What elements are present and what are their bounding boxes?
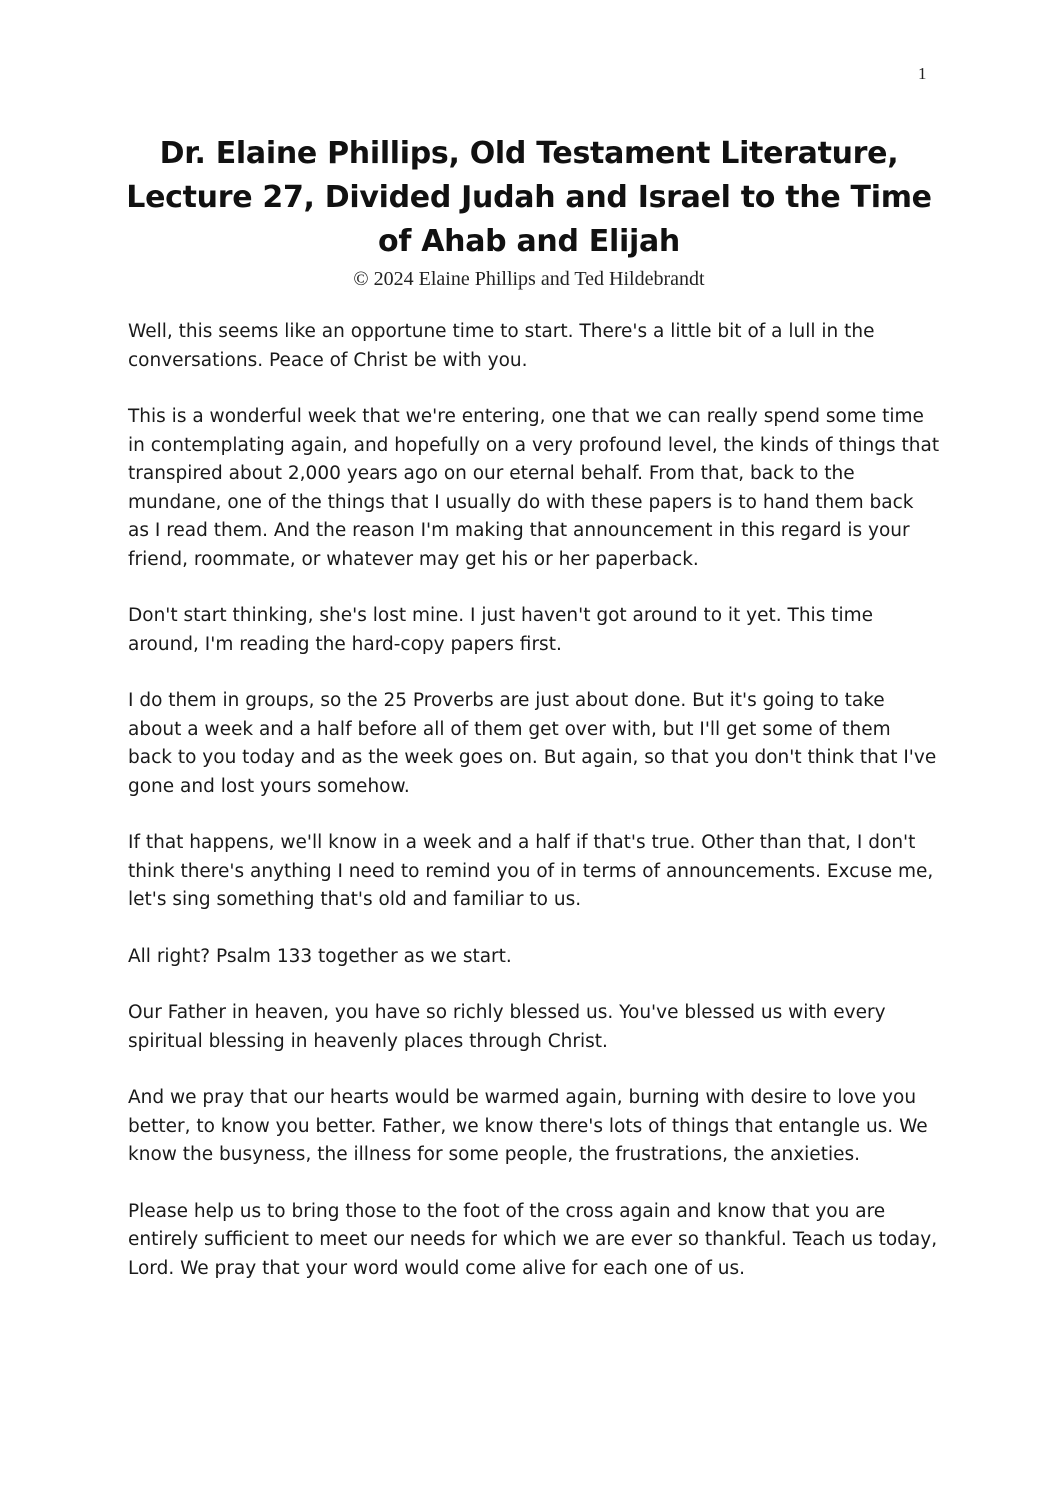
copyright-notice: © 2024 Elaine Phillips and Ted Hildebrandt [353,268,705,290]
paragraph: I do them in groups, so the 25 Proverbs are just about done. But it's going to take about a week and a half before all of them get over with, but I'll get some of them back to you today and as the week goes on. But again, so that you don't think that I've gone and lost yours somehow. [128,690,937,797]
paragraph: Don't start thinking, she's lost mine. I just haven't got around to it yet. This time around, I'm reading the hard-copy papers first. [128,605,874,655]
paragraph: Well, this seems like an opportune time to start. There's a little bit of a lull in the conversations. Peace of Christ be with you. [128,321,875,371]
document-title [100,132,958,264]
paragraph: All right? Psalm 133 together as we start. [128,945,512,967]
title-block [100,132,958,292]
transcript-body [128,318,940,1311]
paragraph: This is a wonderful week that we're entering, one that we can really spend some time in contemplating again, and hopefully on a very profound level, the kinds of things that transpired about 2,000 years ago on our eternal behalf. From that, back to the mundane, one of the things that I usually do with these papers is to hand them back as I read them. And the reason I'm making that announcement in this regard is your friend, roommate, or whatever may get his or her paperback. [128,406,940,570]
paragraph: And we pray that our hearts would be warmed again, burning with desire to love you better, to know you better. Father, we know there's lots of things that entangle us. We know the busyness, the illness for some people, the frustrations, the anxieties. [128,1087,928,1165]
paragraph: Please help us to bring those to the foot of the cross again and know that you are entirely sufficient to meet our needs for which we are ever so thankful. Teach us today, Lord. We pray that your word would come alive for each one of us. [128,1200,938,1279]
title-line-2: Lecture 27, Divided Judah and Israel to the Time [126,180,932,215]
title-line-1: Dr. Elaine Phillips, Old Testament Literature, [159,136,899,171]
paragraph: If that happens, we'll know in a week and a half if that's true. Other than that, I don't think there's anything I need to remind you of in terms of announcements. Excuse me, let's sing something that's old and familiar to us. [128,832,934,910]
title-line-3: of Ahab and Elijah [378,224,680,259]
paragraph: Our Father in heaven, you have so richly blessed us. You've blessed us with every spiritual blessing in heavenly places through Christ. [128,1002,886,1052]
page-number: 1 [918,64,927,83]
